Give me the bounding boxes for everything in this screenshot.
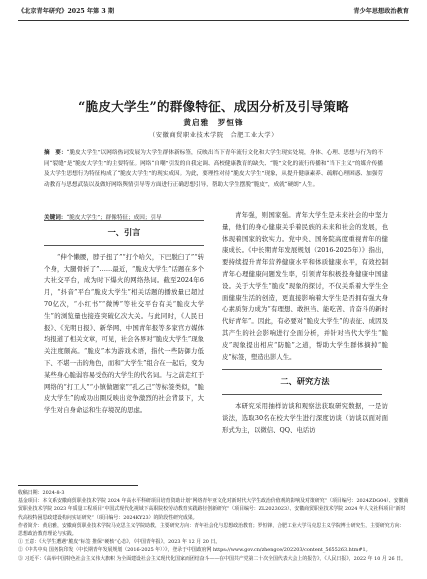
left-column (44, 220, 204, 417)
section-heading-method: 二、研究方法 (280, 376, 330, 387)
abstract (44, 148, 383, 190)
right-column (222, 210, 388, 437)
footnotes (18, 489, 409, 563)
journal-issue: 《北京青年研究》2025 年第 3 期 (18, 8, 115, 15)
footnote-ref-3: ③ 习近平：《高举中国特色社会主义伟大旗帜 为全面建设社会主义现代化国家而团结奋斗——在中国共产党第二十次全国代表大会上的报告》，《人民日报》，2022 年 10 月 26 日。 (18, 555, 406, 562)
article-title: “脆皮大学生”的群像特征、成因分析及引导策略 (78, 99, 349, 114)
author-affiliation: （安徽商贸职业技术学院 合肥工业大学） (149, 132, 278, 139)
footnote-received-date: 收稿日期：2024-8-3 (18, 490, 65, 496)
header-rule (18, 20, 409, 21)
article-authors: 黄启雅 罗恒锋 (183, 118, 244, 127)
section-heading-introduction: 一、引言 (107, 227, 141, 237)
paragraph: 本研究采用抽样访谈和观察法获取研究数据，一是访谈法，选取30名在校大学生进行深度访谈（访谈以面对面形式为主，以微信、QQ、电话访 (222, 402, 388, 434)
abstract-label: 摘 要： (44, 150, 67, 156)
paragraph: “伸个懒腰，脖子扭了”“打个哈欠，下巴脱臼了”“转个身，大腿骨折了”……最近，“脆皮大学生”话题在多个大社交平台，成为时下爆火的网络热词。截至2024年6月，“抖音”平台“脆皮大学生”相关话题的播放量已超过70亿次，“小红书”“微博”等社交平台有关“脆皮大学生”的浏览量也接连突破亿次大关。与此同时，《人民日报》、《光明日报》、新华网、中国青年报等多家官方媒体均报道了相关文章，可见，社会各界对“脆皮大学生”现象关注度颇高。“脆皮”本为游戏术语，指代一些防御力低下、不堪一击的角色，而和“大学生”组合在一起后，变为某些身心脆弱容易受伤的大学生的代名词。与之前走红于网络的“打工人”“小镇做题家”“孔乙己”等标签类似，“脆皮大学生”的成功出圈反映出竞争激烈的社会背景下，大学生对自身命运和生存境况的思虑。 (44, 252, 204, 415)
footnote-ref-2: ②《中共中央 国务院印发〈中长期青年发展规划（2016-2025 年）〉》，登录于中国政府网 https://www.gov.cn/zhengce/202203/content_5655263.htm#1。 (18, 547, 371, 554)
paragraph: 青年强，则国家强。青年大学生是未来社会的中坚力量，他们的身心健康关乎着民族的未来和社会的发展，也体现着国家的软实力。党中央、国务院高度重视青年的健康成长。《中长期青年发展规划（2016-2025年）》指出，要持续提升青年营养健康水平和体质健康水平，有效控制青年心理健康问题发生率，引领青年积极投身健康中国建设。关于大学生“脆皮”现象的探讨，不仅关系着大学生全面健康生活的创造，更直接影响着大学生是否拥有强大身心素质努力成为“有理想、敢担当、能吃苦、肯奋斗的新时代好青年”。因此，有必要对“脆皮大学生”的表征、成因及其产生的社会影响进行全面分析，并针对当代大学生“脆皮”现象提出相应“防脆”之道，帮助大学生群体摘掉“脆皮”标签，塑造出影人生。 (222, 211, 388, 361)
footnote-rule (18, 485, 138, 486)
footnote-funding: 基金项目：本文系安徽商贸职业技术学院 2024 年高水平科研项目培育资助计划“网络青年亚文化对新时代大学生政治价值观的影响及对策研究”（项目编号：2024ZDG04）、安徽商贸职业技术学院 2023 年质量工程项目“中国式现代化视域下高职院校劳动教育实践路径创新研究”（项目编号：ZL2023023）、安徽商贸职业技术学院 2024 年人文社科项目“新时代高校特困思政建设构问实证研究”（项目编号：2024KY23）的阶段性研究成果。 (18, 498, 409, 521)
footnote-ref-1: ① 王意：《大学生遭遇“脆皮”标签 推保“硬核”心态》，《中国青年报》，2023 年 12 月 20 日。 (18, 539, 221, 546)
section-rule (44, 220, 204, 221)
keywords-label: 关键词： (44, 215, 67, 221)
running-header (18, 6, 409, 20)
section-rule (222, 369, 382, 370)
column-name: 青少年思想政治教育 (353, 8, 409, 15)
footnote-author-bio: 作者简介：黄启雅，安徽商贸职业技术学院马克思主义学院助教，主要研究方向：青年社会化与思想政治教育；罗恒锋，合肥工业大学马克思主义学院博士研究生，主要研究方向：思想政治教育理论与实践。 (18, 522, 405, 538)
section-rule (222, 394, 382, 395)
keywords-text: “脆皮大学生”；群像特征；成因；引导 (66, 215, 162, 221)
section-rule (44, 245, 204, 246)
abstract-text: “脆皮大学生”以网络热词发展为大学生群体新标签，反映出当下青年流行文化和大学生现实处境，身体、心理、思想与行为的不同“裂缝”是“脆皮大学生”的主要特征。网络“自嘲”引发的自我定调、高校健康教育的缺失、“脆”文化的流行传播和“当下主义”的媒介传播及大学生思想行为特征构成了“脆皮大学生”的现实成因。为此，要理性对待“脆皮大学生”现象，从提升健康素养、疏解心理困惑、加强劳动教育与思想武装以及做好网络舆情引导等方面进行正确思想引导，帮助大学生摆脱“脆皮”，成就“硬朗”人生。 (44, 150, 383, 188)
